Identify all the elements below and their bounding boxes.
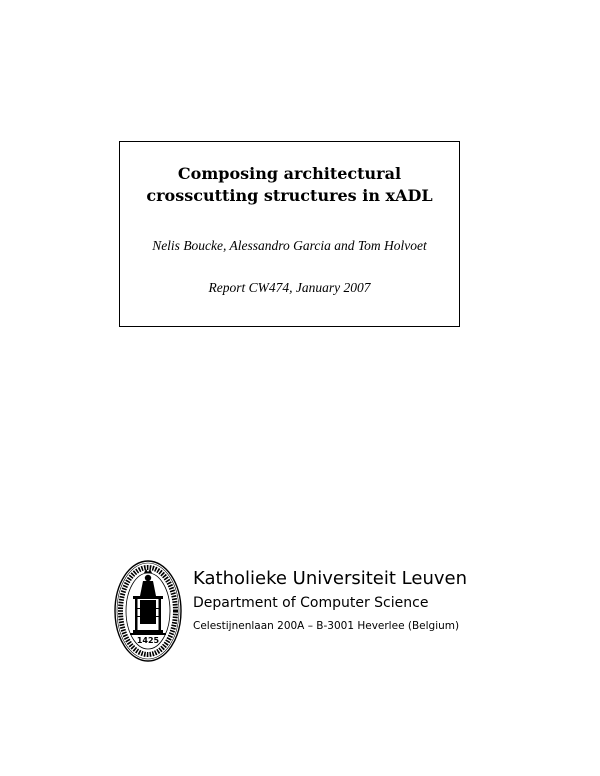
report-title-box: [119, 141, 460, 327]
department-name: Department of Computer Science: [193, 595, 429, 611]
report-authors: Nelis Boucke, Alessandro Garcia and Tom Holvoet: [152, 238, 427, 253]
university-name: Katholieke Universiteit Leuven: [193, 568, 467, 589]
institution-address: Celestijnenlaan 200A – B-3001 Heverlee (Belgium): [193, 620, 460, 632]
report-number-date: Report CW474, January 2007: [208, 280, 371, 295]
university-seal-icon: [113, 558, 183, 664]
seal-year: 1425: [136, 636, 160, 645]
report-title: Composing architectural crosscutting structures in xADL: [146, 164, 433, 205]
